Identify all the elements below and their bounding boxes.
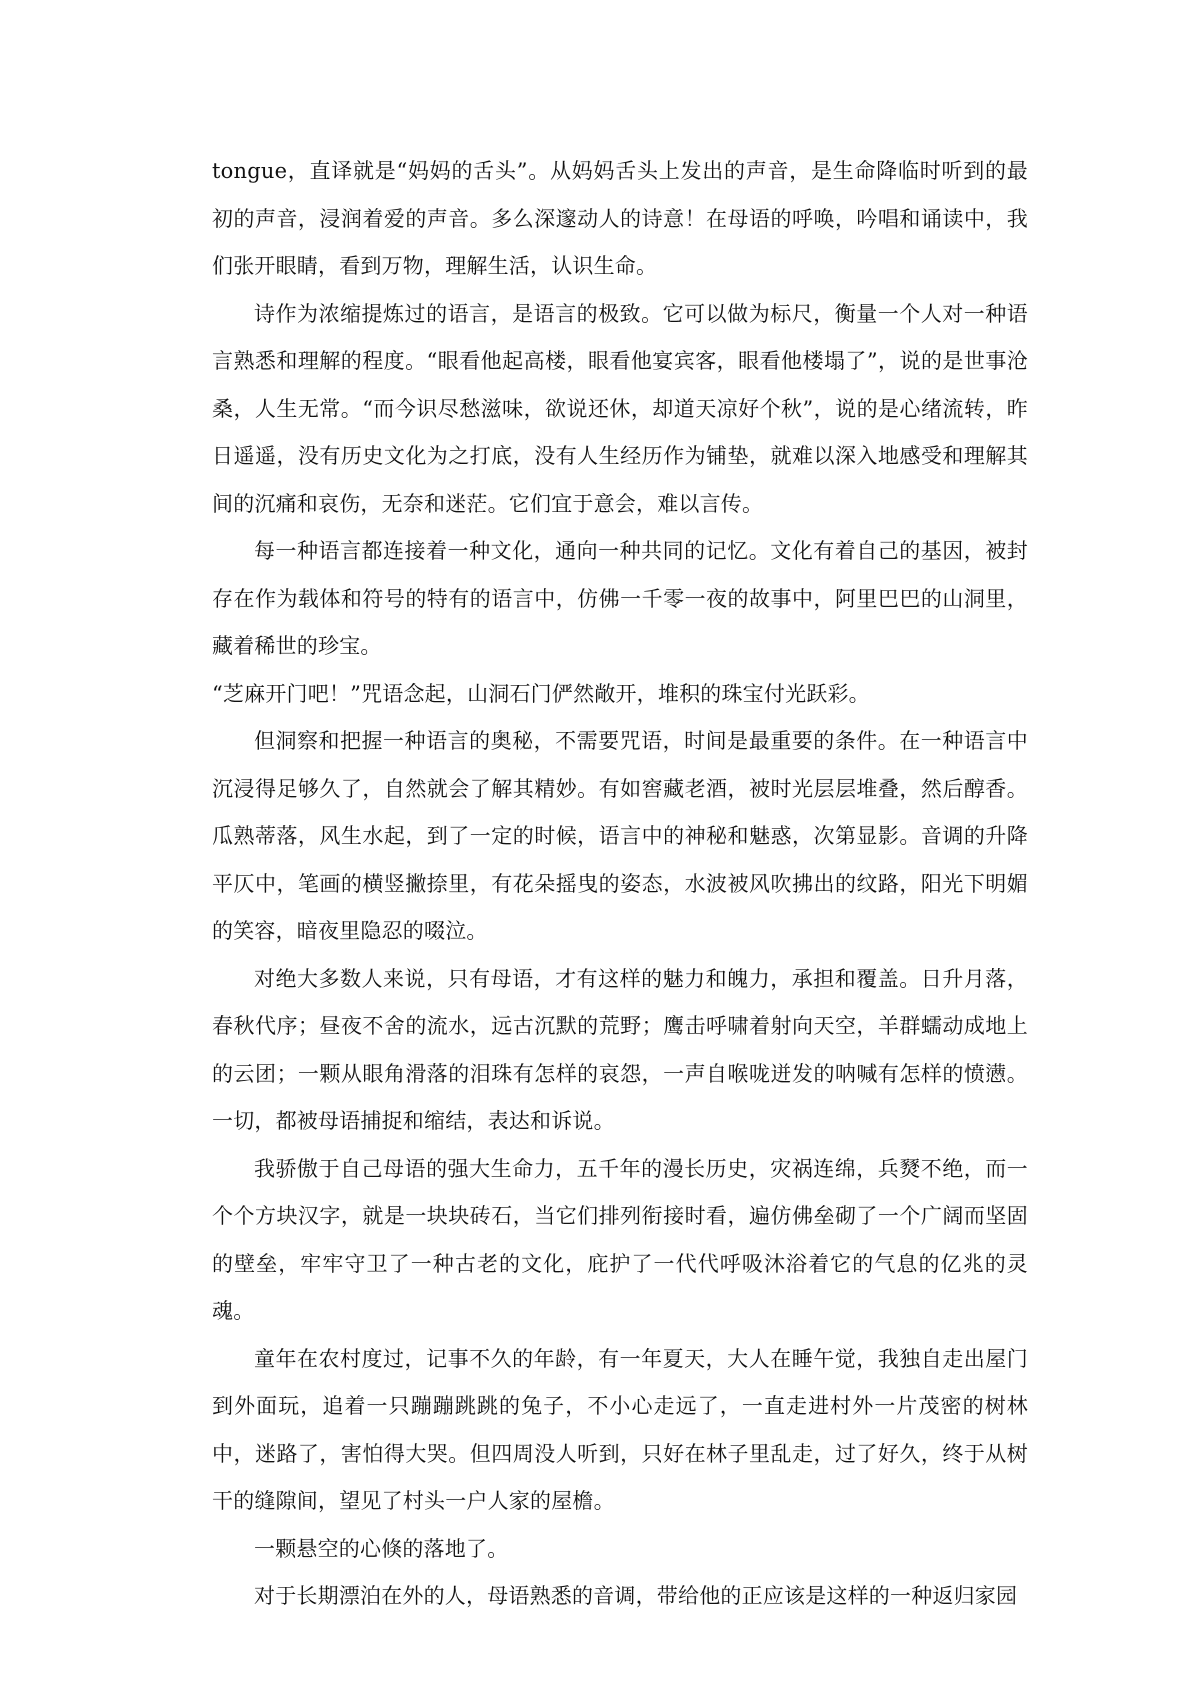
paragraph-9: 一颗悬空的心倏的落地了。 (254, 1536, 509, 1561)
paragraph-6: 对绝大多数人来说，只有母语，才有这样的魅力和魄力，承担和覆盖。日升月落，春秋代序；昼夜不舍的流水，远古沉默的荒野；鹰击呼啸着射向天空，羊群蠕动成地上的云团；一颗从眼角滑落的泪珠有怎样的哀怨，一声自喉咙迸发的呐喊有怎样的愤懑。一切，都被母语捕捉和缩结，表达和诉说。 (212, 966, 1028, 1133)
paragraph-4: “芝麻开门吧！”咒语念起，山洞石门俨然敞开，堆积的珠宝付光跃彩。 (212, 681, 870, 706)
paragraph-10: 对于长期漂泊在外的人，母语熟悉的音调，带给他的正应该是这样的一种返归家园 (254, 1584, 1018, 1608)
paragraph-2: 诗作为浓缩提炼过的语言，是语言的极致。它可以做为标尺，衡量一个人对一种语言熟悉和理解的程度。“眼看他起高楼，眼看他宴宾客，眼看他楼塌了”，说的是世事沧桑，人生无常。“而今识尽愁滋味，欲说还休，却道天凉好个秋”，说的是心绪流转，昨日遥遥，没有历史文化为之打底，没有人生经历作为铺垫，就难以深入地感受和理解其间的沉痛和哀伤，无奈和迷茫。它们宜于意会，难以言传。 (212, 301, 1028, 516)
paragraph-1: tongue，直译就是“妈妈的舌头”。从妈妈舌头上发出的声音，是生命降临时听到的最初的声音，浸润着爱的声音。多么深邃动人的诗意！在母语的呼唤，吟唱和诵读中，我们张开眼睛，看到万物，理解生活，认识生命。 (212, 159, 1028, 278)
paragraph-5: 但洞察和把握一种语言的奥秘，不需要咒语，时间是最重要的条件。在一种语言中沉浸得足够久了，自然就会了解其精妙。有如窖藏老酒，被时光层层堆叠，然后醇香。瓜熟蒂落，风生水起，到了一定的时候，语言中的神秘和魅惑，次第显影。音调的升降平仄中，笔画的横竖撇捺里，有花朵摇曳的姿态，水波被风吹拂出的纹路，阳光下明媚的笑容，暗夜里隐忍的啜泣。 (212, 729, 1028, 943)
paragraph-7: 我骄傲于自己母语的强大生命力，五千年的漫长历史，灾祸连绵，兵燹不绝，而一个个方块汉字，就是一块块砖石，当它们排列衔接时看，遍仿佛垒砌了一个广阔而坚固的壁垒，牢牢守卫了一种古老的文化，庇护了一代代呼吸沐浴着它的气息的亿兆的灵魂。 (212, 1156, 1028, 1323)
paragraph-8: 童年在农村度过，记事不久的年龄，有一年夏天，大人在睡午觉，我独自走出屋门到外面玩，追着一只蹦蹦跳跳的兔子，不小心走远了，一直走进村外一片茂密的树林中，迷路了，害怕得大哭。但四周没人听到，只好在林子里乱走，过了好久，终于从树干的缝隙间，望见了村头一户人家的屋檐。 (212, 1346, 1028, 1513)
paragraph-3: 每一种语言都连接着一种文化，通向一种共同的记忆。文化有着自己的基因，被封存在作为载体和符号的特有的语言中，仿佛一千零一夜的故事中，阿里巴巴的山洞里，藏着稀世的珍宝。 (212, 539, 1028, 658)
document-body (212, 148, 1028, 1621)
